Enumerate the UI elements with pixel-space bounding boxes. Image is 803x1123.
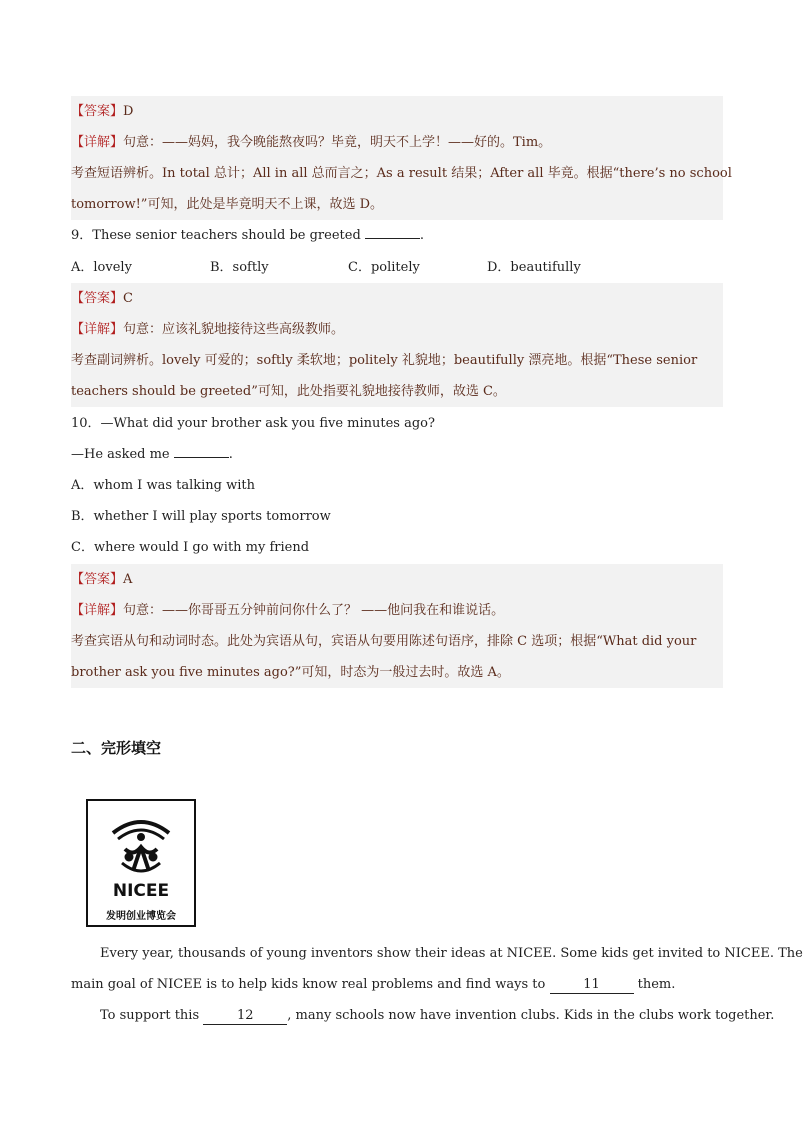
q8-detail-tag: 【详解】 xyxy=(71,135,124,150)
passage-line-3-text: To support this xyxy=(100,1008,204,1023)
q10-option-a-row xyxy=(71,470,723,501)
q9-answer-row xyxy=(71,283,723,314)
q8-detail-line-1: 句意：——妈妈，我今晚能熬夜吗？毕竟，明天不上学！——好的。Tim。 xyxy=(123,135,552,150)
q10-stem-end: . xyxy=(228,447,233,462)
q9-option-d: D．beautifully xyxy=(487,260,581,275)
q8-answer-row xyxy=(71,96,723,127)
q8-detail-row-3 xyxy=(71,189,723,220)
q10-option-c-row xyxy=(71,532,723,563)
q10-answer-row xyxy=(71,564,723,595)
passage-line-1 xyxy=(71,938,803,969)
q9-detail-tag: 【详解】 xyxy=(71,322,124,337)
q10-stem-1 xyxy=(71,408,723,439)
q9-detail-line-3: teachers should be greeted”可知，此处指要礼貌地接待教师，故选 C。 xyxy=(71,384,506,399)
q10-stem-text-2: —He asked me xyxy=(71,447,174,462)
q10-detail-line-3: brother ask you five minutes ago?”可知，时态为一般过去时。故选 A。 xyxy=(71,665,510,680)
q8-answer-value: D xyxy=(123,104,134,119)
q9-answer-value: C xyxy=(123,291,133,306)
q9-stem-end: . xyxy=(419,228,425,243)
q10-answer-tag: 【答案】 xyxy=(71,572,124,587)
passage-line-2-text: main goal of NICEE is to help kids know real problems and find ways to xyxy=(71,977,550,992)
blank-12[interactable]: 12 xyxy=(203,1008,287,1025)
q10-option-b-row xyxy=(71,501,723,532)
q10-option-a: A．whom I was talking with xyxy=(71,478,255,493)
section-title: 二、完形填空 xyxy=(71,739,162,757)
nicee-logo xyxy=(86,799,196,927)
q9-detail-row-1 xyxy=(71,314,723,345)
q9-stem xyxy=(71,220,723,251)
q10-detail-row-1 xyxy=(71,595,723,626)
q9-option-b: B．softly xyxy=(210,260,269,275)
passage-line-1-text: Every year, thousands of young inventors show their ideas at NICEE. Some kids get invited to NICEE. The xyxy=(100,946,803,961)
q10-blank xyxy=(174,443,229,458)
q10-stem-text-1: 10．—What did your brother ask you five minutes ago? xyxy=(71,416,435,431)
q9-answer-tag: 【答案】 xyxy=(71,291,124,306)
q10-option-b: B．whether I will play sports tomorrow xyxy=(71,509,331,524)
q9-blank xyxy=(365,224,420,239)
q9-option-c: C．politely xyxy=(348,260,420,275)
passage-line-3 xyxy=(71,1000,775,1031)
passage-line-3-end: , many schools now have invention clubs. Kids in the clubs work together. xyxy=(287,1008,775,1023)
q8-detail-row-1 xyxy=(71,127,723,158)
q10-answer-value: A xyxy=(123,572,133,587)
passage-line-2 xyxy=(71,969,723,1000)
q9-option-a: A．lovely xyxy=(71,260,132,275)
q9-options-row xyxy=(71,252,723,283)
q8-detail-line-2: 考查短语辨析。In total 总计；All in all 总而言之；As a result 结果；After all 毕竟。根据“there’s no school xyxy=(71,166,732,181)
q9-detail-row-3 xyxy=(71,376,723,407)
q10-detail-row-3 xyxy=(71,657,723,688)
q10-option-c: C．where would I go with my friend xyxy=(71,540,310,555)
q8-answer-tag: 【答案】 xyxy=(71,104,124,119)
blank-11[interactable]: 11 xyxy=(550,977,634,994)
q10-detail-line-2: 考查宾语从句和动词时态。此处为宾语从句，宾语从句要用陈述句语序，排除 C 选项；根据“What did your xyxy=(71,634,697,649)
q10-detail-tag: 【详解】 xyxy=(71,603,124,618)
passage-line-2-end: them. xyxy=(633,977,676,992)
q10-detail-line-1: 句意：——你哥哥五分钟前问你什么了？ ——他问我在和谁说话。 xyxy=(123,603,505,618)
q8-detail-row-2 xyxy=(71,158,732,189)
q9-detail-line-1: 句意：应该礼貌地接待这些高级教师。 xyxy=(123,322,345,337)
q10-detail-row-2 xyxy=(71,626,723,657)
logo-name: NICEE xyxy=(112,881,170,901)
logo-subtitle: 发明创业博览会 xyxy=(106,911,176,922)
q9-detail-row-2 xyxy=(71,345,723,376)
q8-detail-line-3: tomorrow!”可知，此处是毕竟明天不上课，故选 D。 xyxy=(71,197,384,212)
nicee-emblem-icon xyxy=(88,801,194,881)
q10-stem-2 xyxy=(71,439,723,470)
q9-detail-line-2: 考查副词辨析。lovely 可爱的；softly 柔软地；politely 礼貌地；beautifully 漂亮地。根据“These senior xyxy=(71,353,698,368)
q9-stem-text: 9．These senior teachers should be greeted xyxy=(71,228,365,243)
